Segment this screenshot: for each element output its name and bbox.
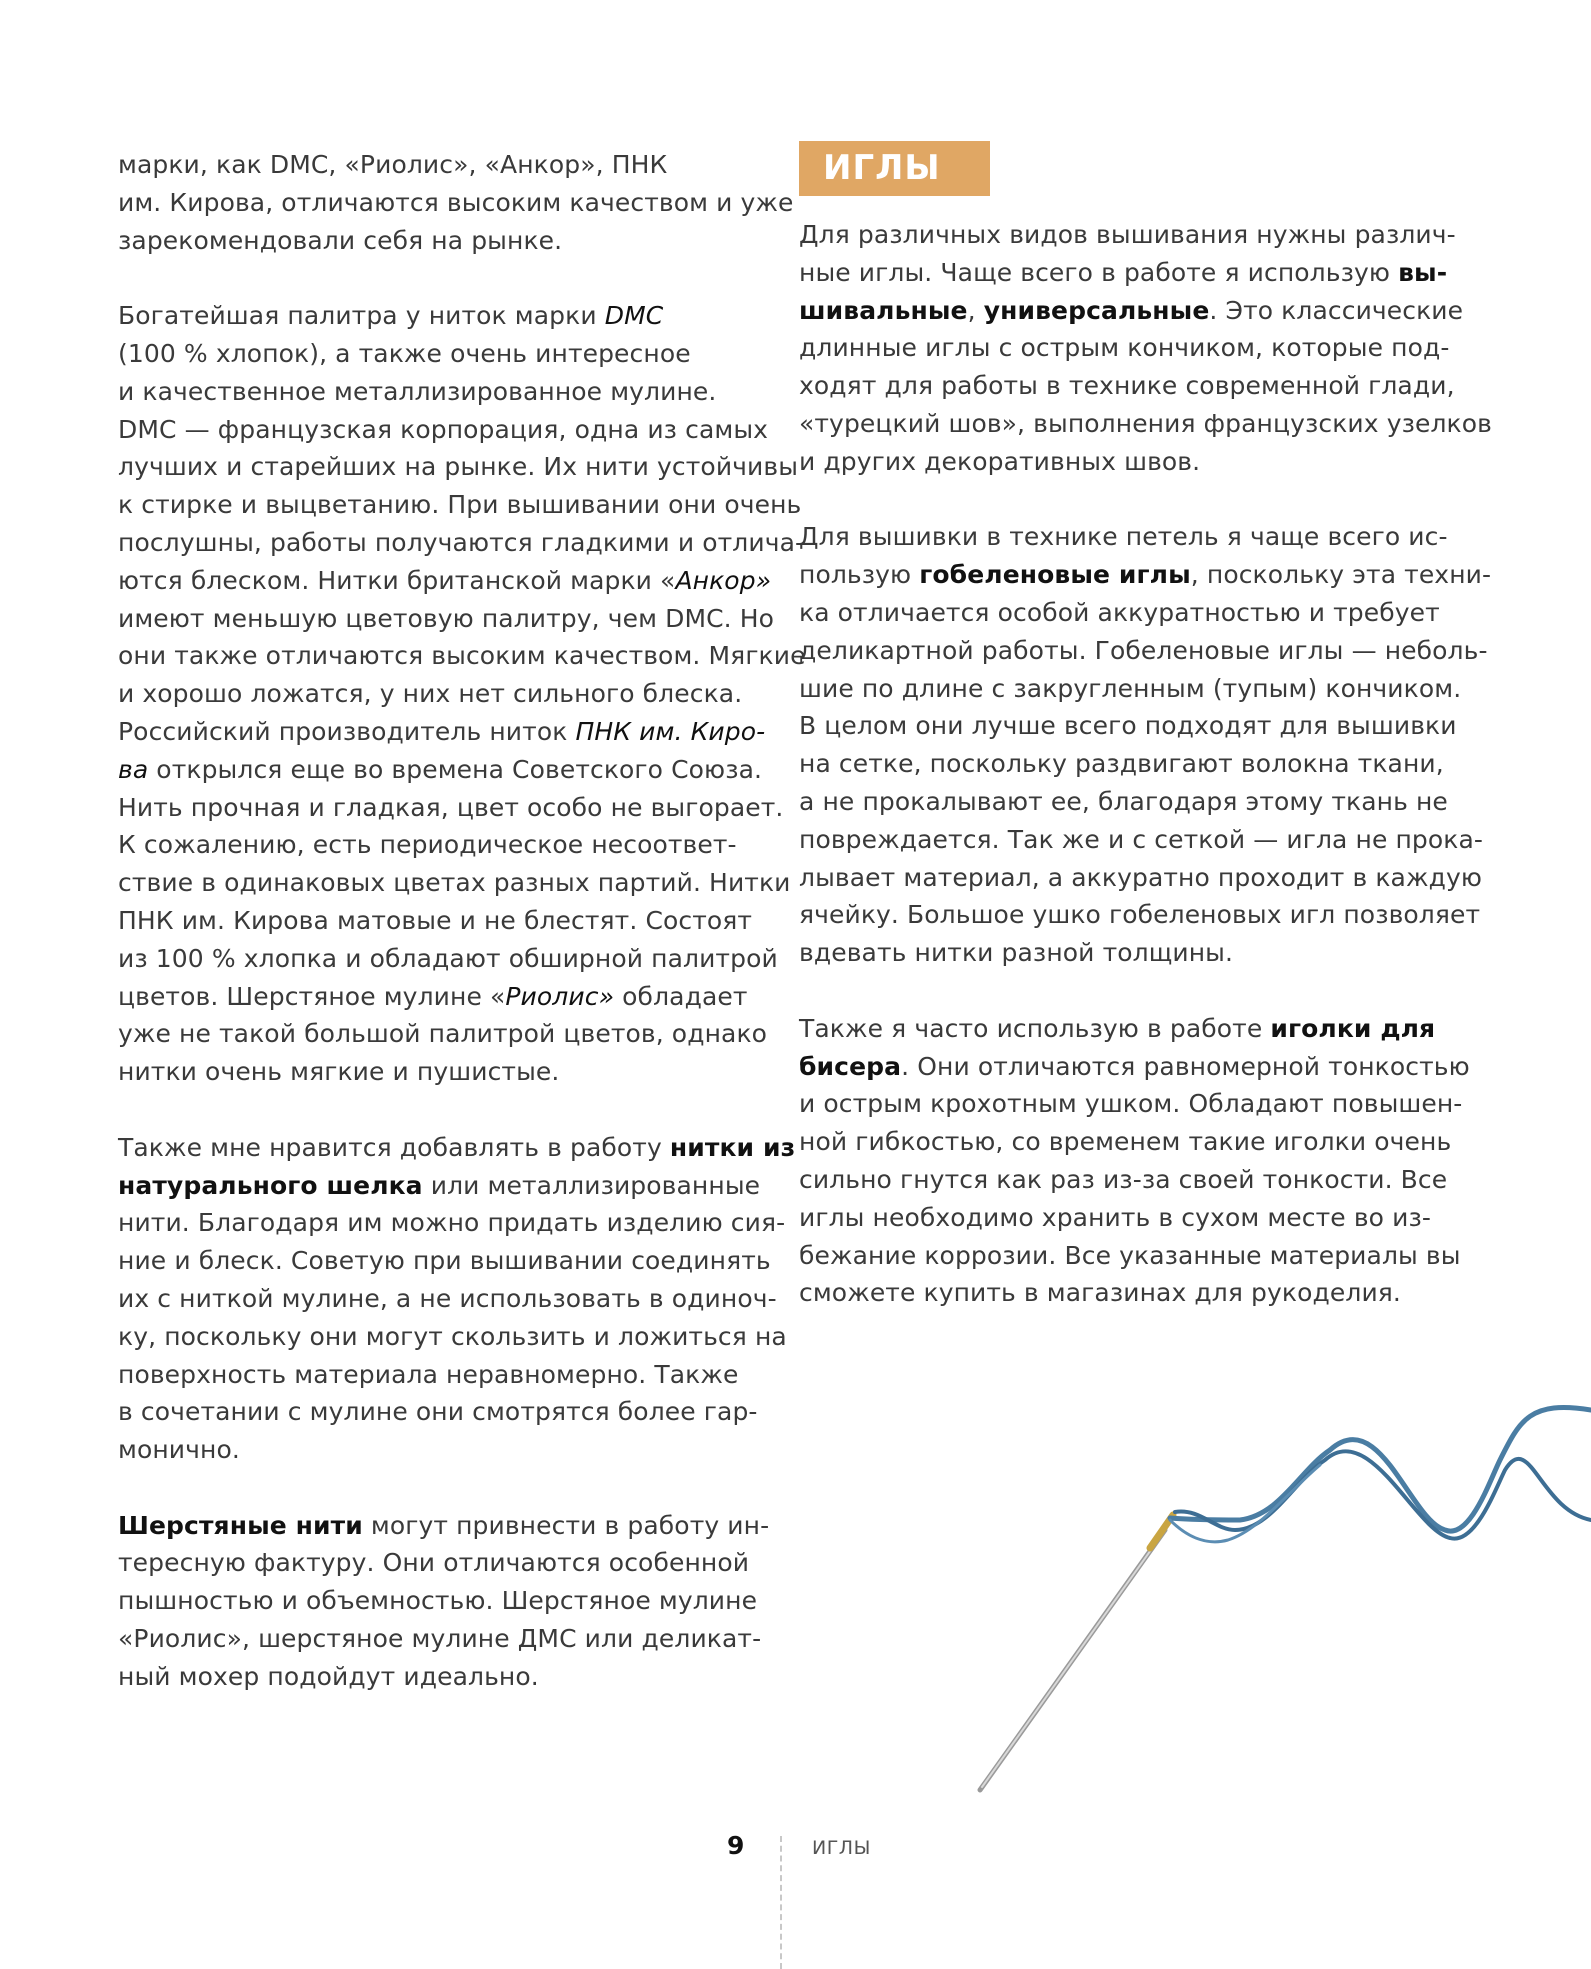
text-line: бежание коррозии. Все указанные материалы вы — [799, 1240, 1461, 1270]
text-line: повреждается. Так же и с сеткой — игла не прока- — [799, 824, 1484, 854]
text-line: лучших и старейших на рынке. Их нити устойчивы — [118, 452, 799, 482]
paragraph-needles — [799, 216, 1492, 481]
text-line: и острым крохотным ушком. Обладают повышен- — [799, 1089, 1463, 1119]
bold-term: Шерстяные нити — [118, 1510, 363, 1540]
text-line: тересную фактуру. Они отличаются особенной — [118, 1548, 750, 1578]
text-line: «Риолис», шерстяное мулине ДМС или деликат- — [118, 1624, 762, 1654]
paragraph-wool — [118, 1507, 770, 1696]
text-line: ку, поскольку они могут скользить и ложиться на — [118, 1321, 787, 1351]
text-line: ются блеском. Нитки британской марки «Анкор» — [118, 565, 772, 595]
text-line: ПНК им. Кирова матовые и не блестят. Состоят — [118, 905, 753, 935]
text-line: Для вышивки в технике петель я чаще всего ис- — [799, 522, 1448, 552]
text-line: длинные иглы с острым кончиком, которые под- — [799, 333, 1450, 363]
text-line: нити. Благодаря им можно придать изделию сия- — [118, 1208, 786, 1238]
text-line: марки, как DMC, «Риолис», «Анкор», ПНК — [118, 150, 668, 179]
text-line: Богатейшая палитра у ниток марки DMC — [118, 301, 664, 331]
text-line: бисера. Они отличаются равномерной тонкостью — [799, 1051, 1470, 1081]
paragraph-beading — [799, 1010, 1470, 1312]
text-line: «турецкий шов», выполнения французских узелков — [799, 408, 1492, 438]
text-line: послушны, работы получаются гладкими и отлича- — [118, 527, 805, 557]
text-line: К сожалению, есть периодическое несоответ- — [118, 830, 737, 860]
text-line: ва открылся еще во времена Советского Союза. — [118, 754, 763, 784]
left-column — [118, 146, 806, 1733]
text-line: ние и блеск. Советую при вышивании соединять — [118, 1246, 771, 1276]
text-line: и других декоративных швов. — [799, 446, 1201, 476]
bold-term: вы- — [1398, 257, 1448, 287]
bold-term: шивальные — [799, 295, 968, 325]
page-number: 9 — [727, 1831, 745, 1860]
text-line: имеют меньшую цветовую палитру, чем DMC. Но — [118, 603, 775, 633]
text-line: к стирке и выцветанию. При вышивании они очень — [118, 490, 802, 520]
running-footer-section: ИГЛЫ — [812, 1837, 871, 1859]
emphasis: DMC — [604, 301, 664, 331]
text-line: лывает материал, а аккуратно проходит в каждую — [799, 862, 1483, 892]
text-line: они также отличаются высоким качеством. Мягкие — [118, 641, 806, 671]
text-line: ячейку. Большое ушко гобеленовых игл позволяет — [799, 900, 1481, 930]
text-line: пышностью и объемностью. Шерстяное мулине — [118, 1586, 758, 1616]
text-line: в сочетании с мулине они смотрятся более гар- — [118, 1397, 758, 1427]
text-line: сможете купить в магазинах для рукоделия. — [799, 1278, 1401, 1308]
text-line: пользую гобеленовые иглы, поскольку эта техни- — [799, 560, 1492, 590]
bold-term: универсальные — [983, 295, 1210, 325]
text-line: иглы необходимо хранить в сухом месте во из- — [799, 1202, 1431, 1232]
text-line: им. Кирова, отличаются высоким качеством и уже — [118, 187, 794, 217]
text-line: (100 % хлопок), а также очень интересное — [118, 338, 691, 368]
text-line: и качественное металлизированное мулине. — [118, 376, 717, 406]
text-line: Также я часто использую в работе иголки для — [799, 1013, 1436, 1043]
text-line: сильно гнутся как раз из-за своей тонкости. Все — [799, 1164, 1448, 1194]
text-line: шивальные, универсальные. Это классические — [799, 295, 1464, 325]
text-line: уже не такой большой палитрой цветов, однако — [118, 1019, 768, 1049]
right-column — [799, 216, 1492, 1350]
paragraph-intro — [118, 146, 794, 259]
text-line: деликартной работы. Гобеленовые иглы — неболь- — [799, 635, 1488, 665]
paragraph-tapestry — [799, 518, 1492, 972]
footer-divider — [780, 1836, 782, 1969]
text-line: Шерстяные нити могут привнести в работу ин- — [118, 1510, 770, 1540]
bold-term: нитки из — [669, 1132, 796, 1162]
text-line: ный мохер подойдут идеально. — [118, 1661, 539, 1691]
text-line: шие по длине с закругленным (тупым) кончиком. — [799, 673, 1462, 703]
text-line: ной гибкостью, со временем такие иголки очень — [799, 1127, 1452, 1157]
emphasis: ПНК им. Киро- — [575, 716, 766, 746]
text-line: и хорошо ложатся, у них нет сильного блеска. — [118, 679, 743, 709]
text-line: ствие в одинаковых цветах разных партий. Нитки — [118, 868, 791, 898]
text-line: Нить прочная и гладкая, цвет особо не выгорает. — [118, 792, 784, 822]
text-line: В целом они лучше всего подходят для вышивки — [799, 711, 1457, 741]
text-line: ка отличается особой аккуратностью и требует — [799, 597, 1440, 627]
text-line: Также мне нравится добавлять в работу нитки из — [118, 1132, 796, 1162]
text-line: вдевать нитки разной толщины. — [799, 938, 1234, 968]
section-heading: ИГЛЫ — [799, 141, 990, 196]
paragraph-dmc — [118, 297, 806, 1091]
text-line: а не прокалывают ее, благодаря этому ткань не — [799, 786, 1448, 816]
needle-thread-illustration — [970, 1380, 1591, 1800]
text-line: на сетке, поскольку раздвигают волокна ткани, — [799, 749, 1444, 779]
text-line: поверхность материала неравномерно. Также — [118, 1359, 739, 1389]
bold-term: бисера — [799, 1051, 902, 1081]
bold-term: гобеленовые иглы — [919, 560, 1191, 590]
text-line: DMC — французская корпорация, одна из самых — [118, 414, 769, 444]
text-line: из 100 % хлопка и обладают обширной палитрой — [118, 943, 778, 973]
paragraph-silk — [118, 1129, 796, 1469]
text-line: цветов. Шерстяное мулине «Риолис» обладает — [118, 981, 748, 1011]
text-line: зарекомендовали себя на рынке. — [118, 225, 563, 255]
text-line: монично. — [118, 1435, 240, 1465]
text-line: натурального шелка или металлизированные — [118, 1170, 761, 1200]
text-line: их с ниткой мулине, а не использовать в одиноч- — [118, 1283, 777, 1313]
bold-term: натурального шелка — [118, 1170, 423, 1200]
text-line: Для различных видов вышивания нужны различ- — [799, 220, 1456, 249]
text-line: нитки очень мягкие и пушистые. — [118, 1057, 560, 1087]
emphasis: Анкор» — [675, 565, 772, 595]
bold-term: иголки для — [1270, 1013, 1436, 1043]
emphasis: Риолис» — [505, 981, 615, 1011]
text-line: ходят для работы в технике современной глади, — [799, 371, 1455, 401]
text-line: Российский производитель ниток ПНК им. Киро- — [118, 716, 766, 746]
text-line: ные иглы. Чаще всего в работе я использую вы- — [799, 257, 1448, 287]
emphasis: ва — [118, 754, 149, 784]
